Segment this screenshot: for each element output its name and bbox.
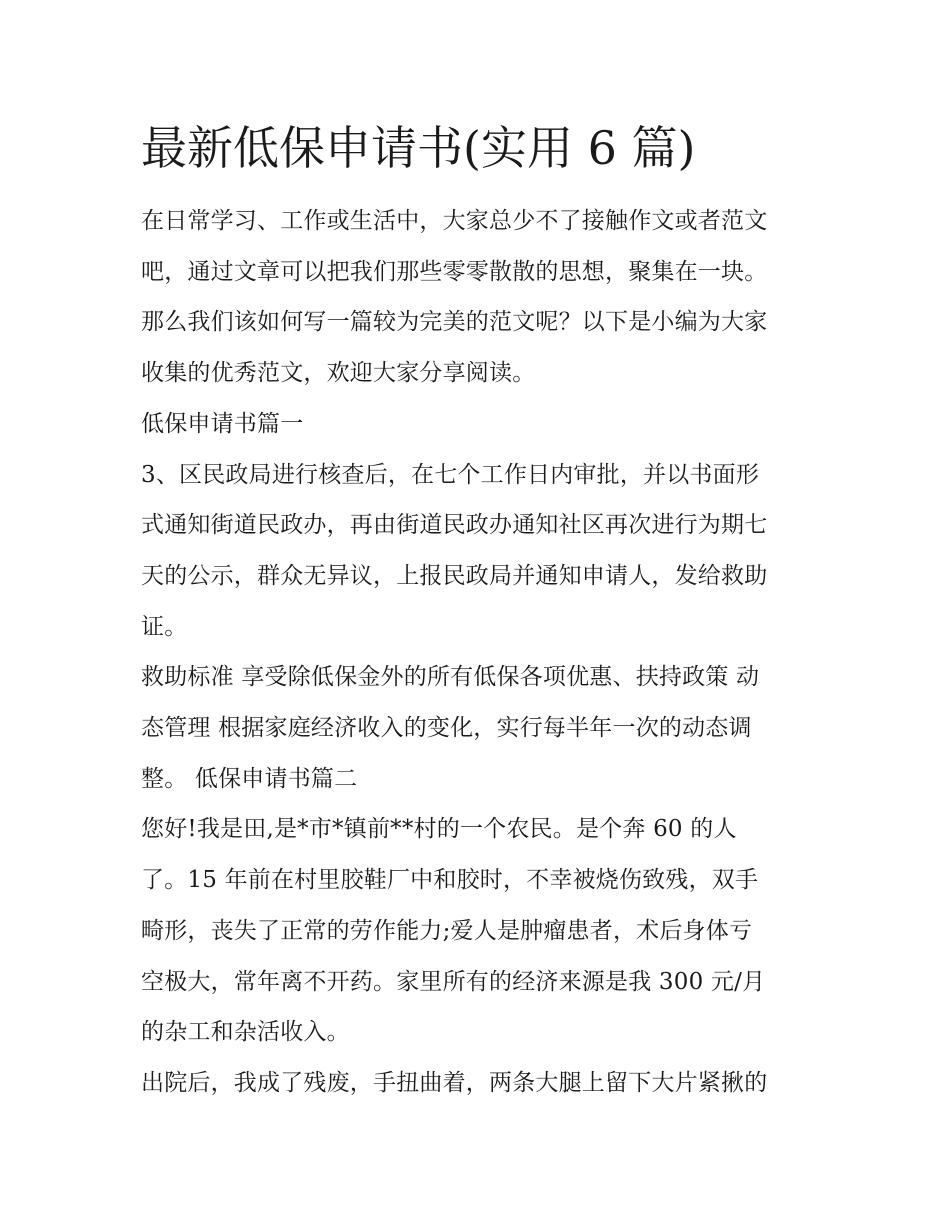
section-heading-1: 低保申请书篇一	[141, 410, 304, 437]
document-page	[141, 118, 821, 1109]
text-line-intro-3: 那么我们该如何写一篇较为完美的范文呢？以下是小编为大家	[141, 309, 768, 336]
text-line-section2-6: 出院后，我成了残废，手扭曲着，两条大腿上留下大片紧揪的	[141, 1069, 768, 1096]
text-line-section2-3: 畸形，丧失了正常的劳作能力;爱人是肿瘤患者，术后身体亏	[141, 917, 753, 944]
text-line-section2-2: 了。15 年前在村里胶鞋厂中和胶时，不幸被烧伤致残，双手	[141, 867, 759, 894]
text-line-section2-5: 的杂工和杂活收入。	[141, 1019, 350, 1046]
text-line-section1-1: 3、区民政局进行核查后，在七个工作日内审批，并以书面形	[141, 461, 760, 488]
text-line-intro-2: 吧，通过文章可以把我们那些零零散散的思想，聚集在一块。	[141, 258, 768, 285]
text-line-section2-4: 空极大，常年离不开药。家里所有的经济来源是我 300 元/月	[141, 968, 766, 995]
text-line-section1-7: 整。 低保申请书篇二	[141, 765, 358, 792]
text-line-section1-2: 式通知街道民政办，再由街道民政办通知社区再次进行为期七	[141, 512, 768, 539]
text-line-section1-3: 天的公示，群众无异议，上报民政局并通知申请人，发给救助	[141, 562, 768, 589]
text-line-intro-4: 收集的优秀范文，欢迎大家分享阅读。	[141, 360, 536, 387]
text-line-section1-6: 态管理 根据家庭经济收入的变化，实行每半年一次的动态调	[141, 715, 752, 742]
text-line-section2-1: 您好!我是田,是*市*镇前**村的一个农民。是个奔 60 的人	[141, 816, 737, 843]
text-line-section1-5: 救助标准 享受除低保金外的所有低保各项优惠、扶持政策 动	[141, 664, 760, 691]
text-line-section1-4: 证。	[141, 613, 188, 640]
text-line-intro-1: 在日常学习、工作或生活中，大家总少不了接触作文或者范文	[141, 208, 768, 234]
document-title: 最新低保申请书(实用 6 篇)	[141, 121, 696, 175]
